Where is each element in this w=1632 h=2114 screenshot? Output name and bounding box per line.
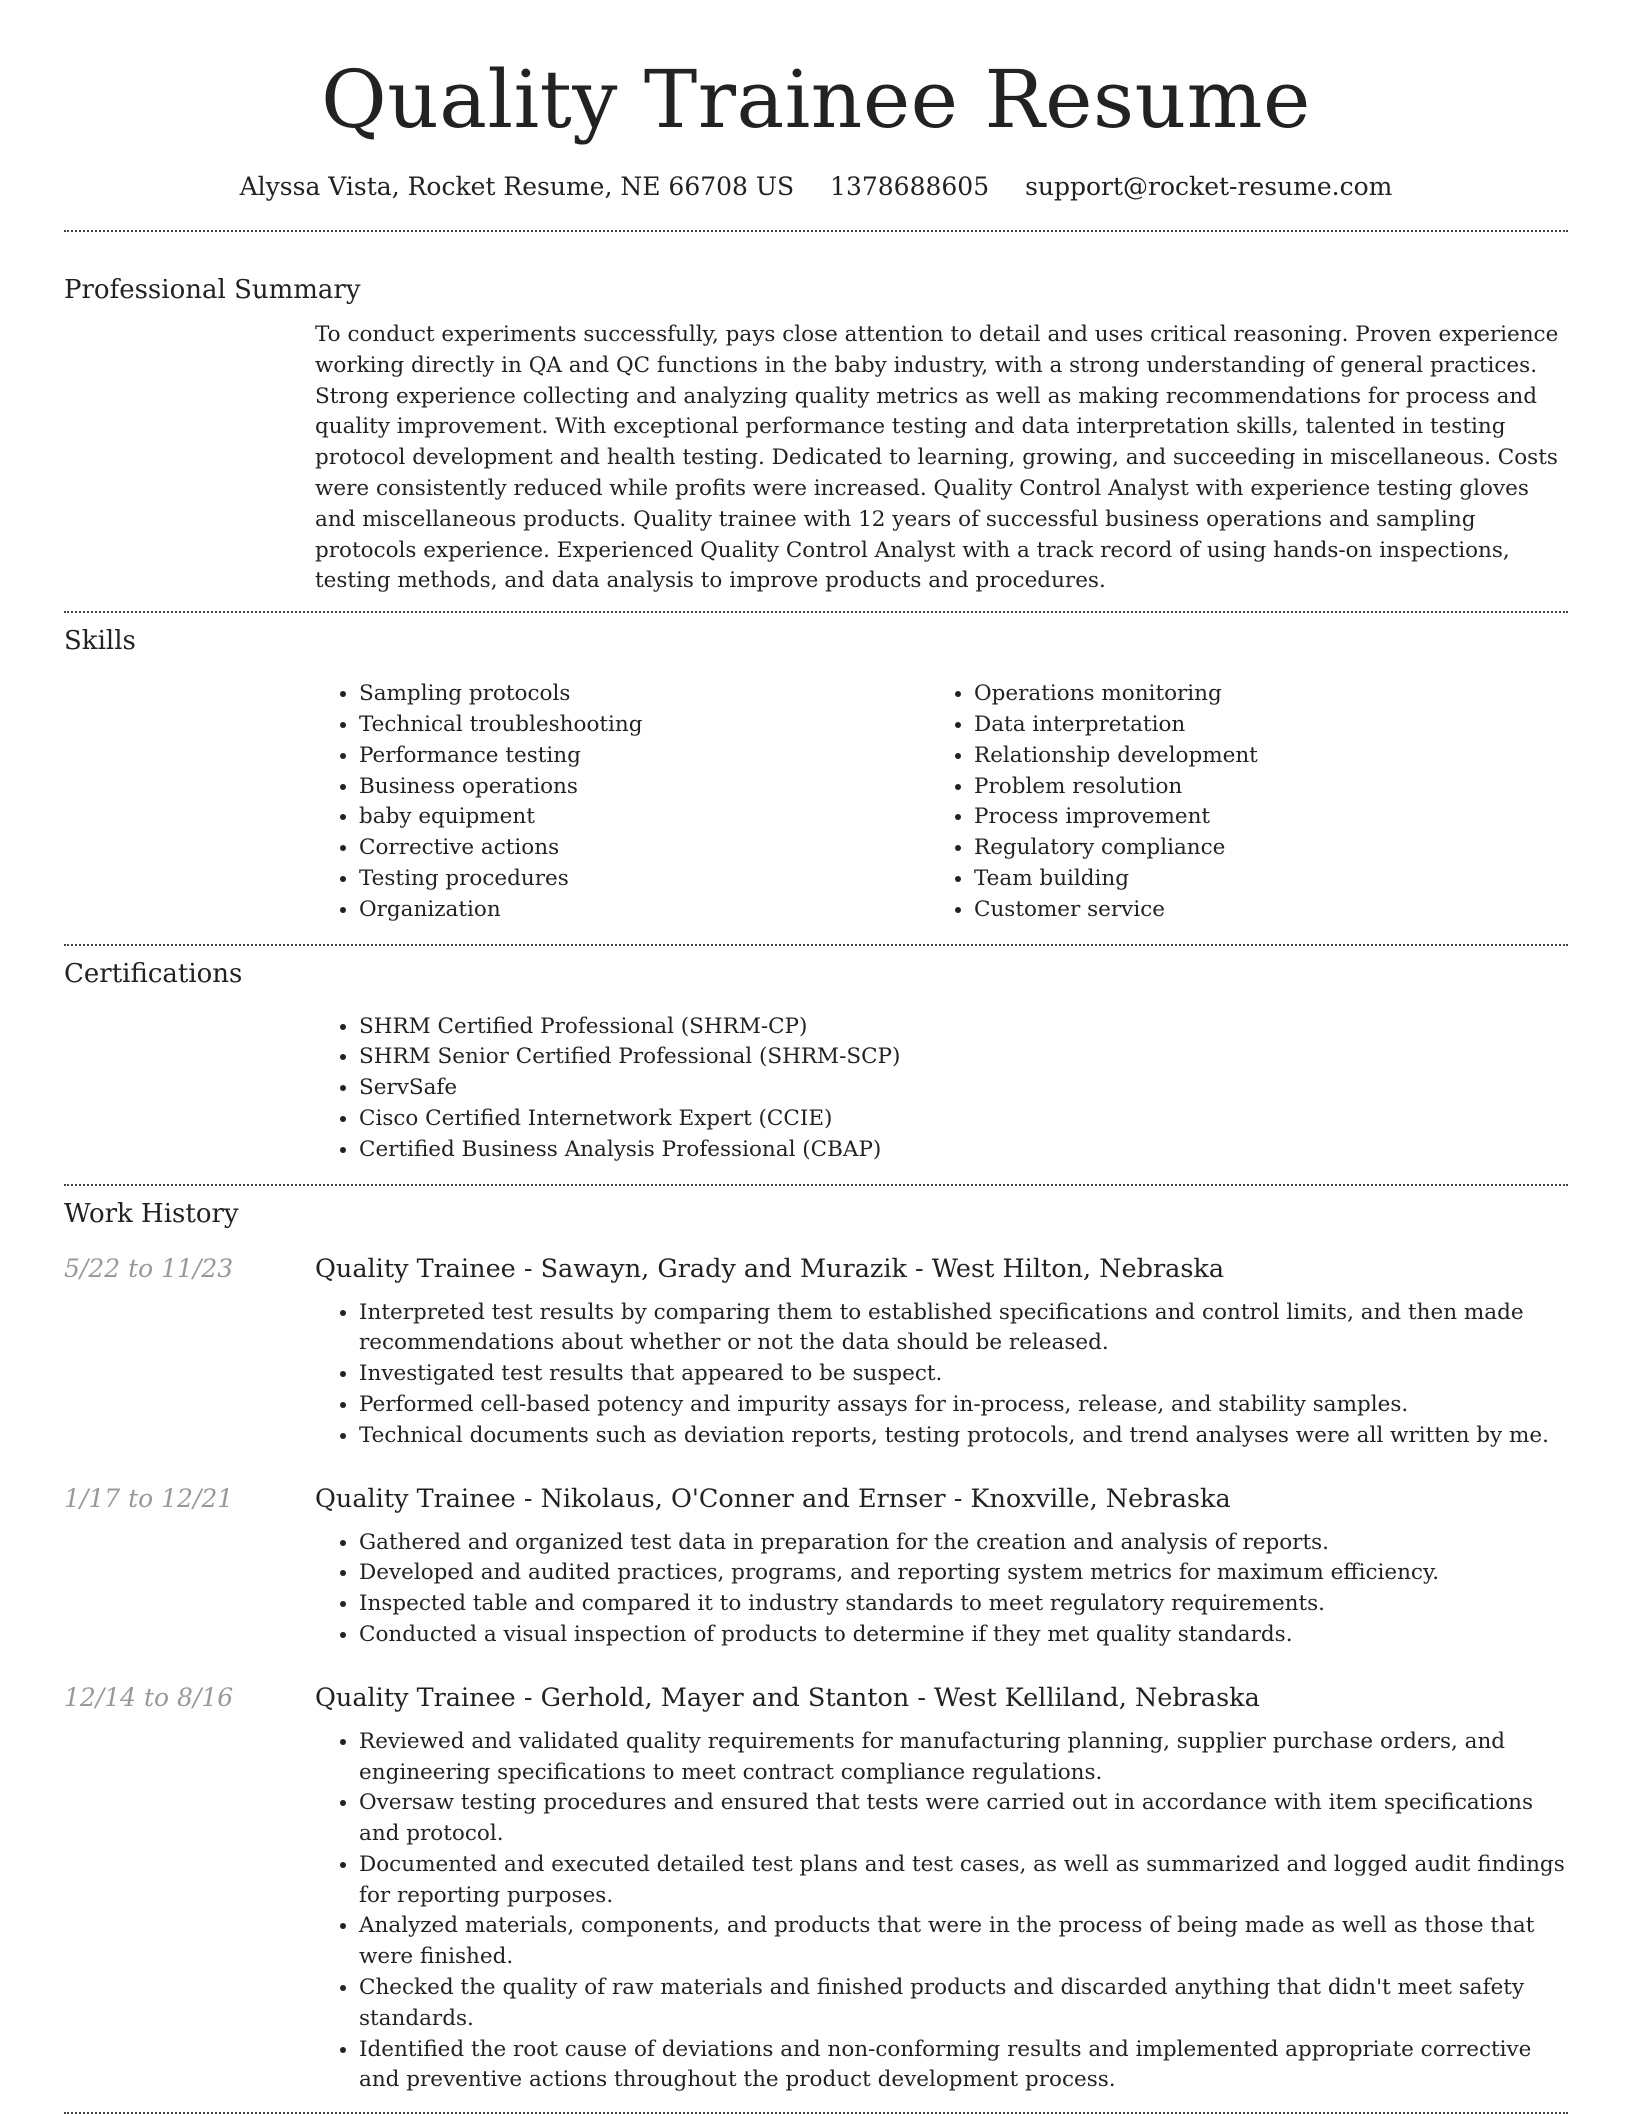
list-item: • Checked the quality of raw materials and finished products and discarded anything that didn't meet safety standards. [359,1973,1568,2035]
header-divider [64,230,1568,232]
skills-list-right [930,679,1545,925]
job-entry [64,1484,1568,1651]
list-item: • Analyzed materials, components, and products that were in the process of being made as well as those that were finished. [359,1911,1568,1973]
list-item: • Corrective actions [359,833,930,864]
list-item: • Inspected table and compared it to industry standards to meet regulatory requirements. [359,1589,1568,1620]
certifications-divider [64,1184,1568,1186]
list-item: • baby equipment [359,802,930,833]
list-item: • Documented and executed detailed test plans and test cases, as well as summarized and logged audit findings for reporting purposes. [359,1850,1568,1912]
work-heading: Work History [64,1198,239,1229]
job-entry [64,1683,1568,2097]
list-item: • Data interpretation [974,710,1545,741]
list-item: • Sampling protocols [359,679,930,710]
list-item: • Testing procedures [359,864,930,895]
skills-section [64,625,1568,925]
summary-divider [64,611,1568,613]
resume-title: Quality Trainee Resume [321,53,1311,146]
list-item: • Problem resolution [974,772,1545,803]
list-item: • Relationship development [974,741,1545,772]
list-item: • Performed cell-based potency and impurity assays for in-process, release, and stability samples. [359,1390,1568,1421]
list-item: • Process improvement [974,802,1545,833]
list-item: • SHRM Certified Professional (SHRM-CP) [359,1012,1568,1043]
job-dates: 5/22 to 11/23 [64,1253,234,1283]
job-heading: Quality Trainee - Gerhold, Mayer and Stanton - West Kelliland, Nebraska [315,1682,1260,1713]
job-dates: 12/14 to 8/16 [64,1682,234,1712]
skills-columns [315,679,1568,925]
list-item: • Team building [974,864,1545,895]
list-item: • Identified the root cause of deviations and non-conforming results and implemented appropriate corrective and preventive actions throughout the product development process. [359,2035,1568,2097]
job-heading: Quality Trainee - Nikolaus, O'Conner and Ernser - Knoxville, Nebraska [315,1483,1231,1514]
job-bullets [315,1528,1568,1651]
list-item: • ServSafe [359,1073,1568,1104]
list-item: • Developed and audited practices, programs, and reporting system metrics for maximum efficiency. [359,1558,1568,1589]
certifications-section [64,958,1568,1166]
list-item: • Organization [359,895,930,926]
list-item: • Performance testing [359,741,930,772]
contact-email: support@rocket-resume.com [1025,172,1393,201]
summary-text: To conduct experiments successfully, pays close attention to detail and uses critical reasoning. Proven experience working directly in QA and QC functions in the baby industry, with a strong understanding of general practices. Strong experience collecting and analyzing quality metrics as well as making recommendations for process and quality improvement. With exceptional performance testing and data interpretation skills, talented in testing protocol development and health testing. Dedicated to learning, growing, and succeeding in miscellaneous. Costs were consistently reduced while profits were increased. Quality Control Analyst with experience testing gloves and miscellaneous products. Quality trainee with 12 years of successful business operations and sampling protocols experience. Experienced Quality Control Analyst with a track record of using hands-on inspections, testing methods, and data analysis to improve products and procedures. [315,322,1559,594]
list-item: • Reviewed and validated quality requirements for manufacturing planning, supplier purchase orders, and engineering specifications to meet contract compliance regulations. [359,1727,1568,1789]
list-item: • Interpreted test results by comparing them to established specifications and control limits, and then made recommendations about whether or not the data should be released. [359,1298,1568,1360]
job-dates: 1/17 to 12/21 [64,1483,234,1513]
contact-phone: 1378688605 [830,172,990,201]
list-item: • Oversaw testing procedures and ensured that tests were carried out in accordance with item specifications and protocol. [359,1788,1568,1850]
list-item: • Cisco Certified Internetwork Expert (CCIE) [359,1104,1568,1135]
list-item: • Technical documents such as deviation reports, testing protocols, and trend analyses were all written by me. [359,1421,1568,1452]
job-entry [64,1254,1568,1452]
skills-divider [64,944,1568,946]
list-item: • Gathered and organized test data in preparation for the creation and analysis of reports. [359,1528,1568,1559]
list-item: • Business operations [359,772,930,803]
work-section [64,1198,1568,2097]
list-item: • Conducted a visual inspection of products to determine if they met quality standards. [359,1620,1568,1651]
list-item: • Operations monitoring [974,679,1545,710]
certifications-heading: Certifications [64,958,243,989]
list-item: • Regulatory compliance [974,833,1545,864]
list-item: • Customer service [974,895,1545,926]
job-heading: Quality Trainee - Sawayn, Grady and Murazik - West Hilton, Nebraska [315,1253,1225,1284]
summary-heading: Professional Summary [64,275,361,305]
contact-address: Alyssa Vista, Rocket Resume, NE 66708 US [239,172,795,201]
list-item: • Investigated test results that appeared to be suspect. [359,1359,1568,1390]
skills-heading: Skills [64,626,136,657]
job-bullets [315,1727,1568,2097]
summary-section [64,274,1568,597]
list-item: • Certified Business Analysis Professional (CBAP) [359,1135,1568,1166]
job-bullets [315,1298,1568,1452]
certifications-list [315,1012,1568,1166]
contact-line [64,170,1568,204]
list-item: • SHRM Senior Certified Professional (SHRM-SCP) [359,1042,1568,1073]
skills-list-left [315,679,930,925]
list-item: • Technical troubleshooting [359,710,930,741]
